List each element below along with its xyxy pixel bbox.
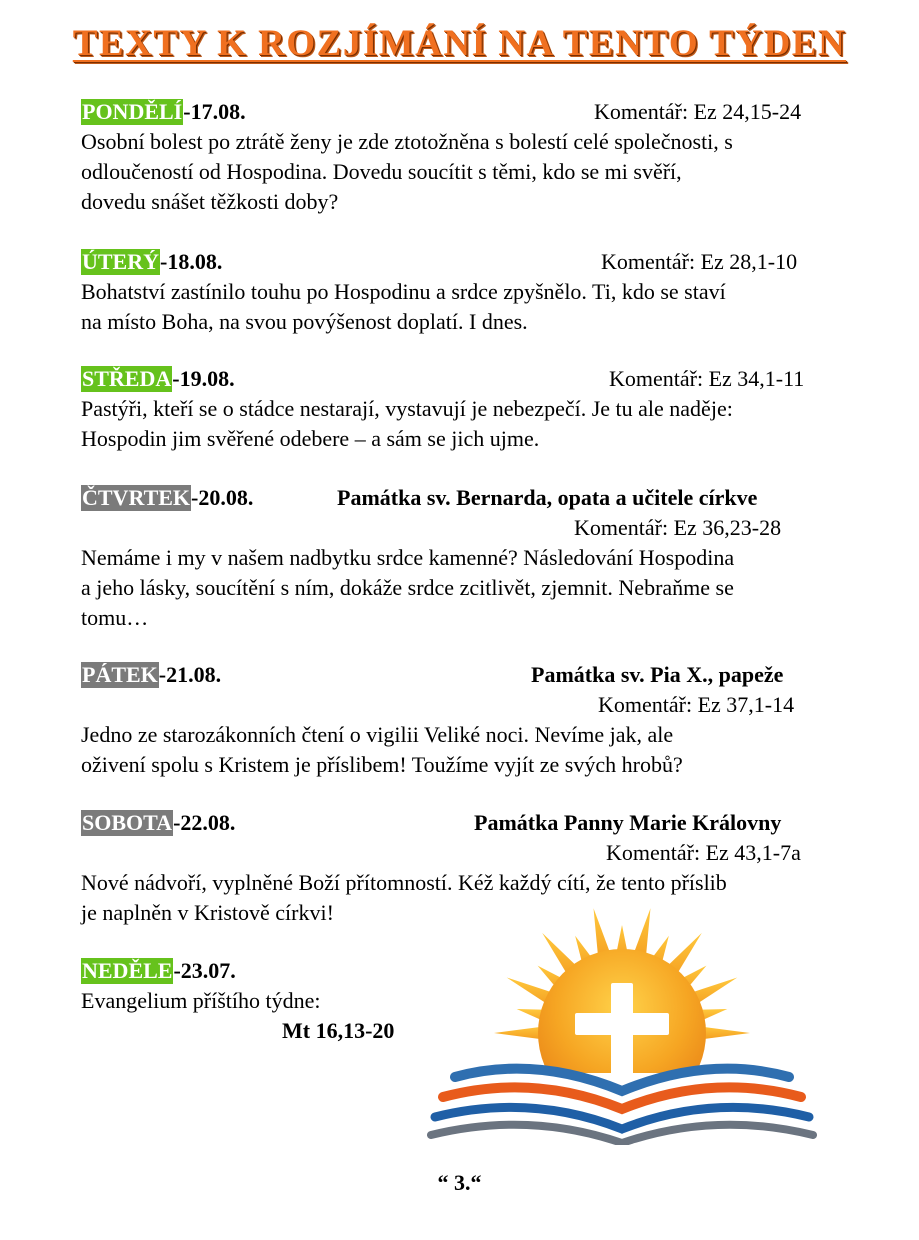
commentary-reference: Komentář: Ez 37,1-14: [598, 692, 795, 717]
day-label: SOBOTA: [82, 810, 173, 835]
day-text: Evangelium příštího týdne:: [81, 988, 321, 1013]
day-date: -17.08.: [183, 99, 246, 124]
commentary-row: [81, 513, 831, 543]
day-section-friday: [81, 660, 831, 780]
day-header: [81, 660, 831, 690]
commentary-reference: Komentář: Ez 36,23-28: [574, 515, 782, 540]
day-date: -23.07.: [173, 958, 236, 983]
day-date: -18.08.: [160, 249, 223, 274]
day-section-wednesday: [81, 364, 831, 454]
commentary-reference: Komentář: Ez 34,1-11: [609, 366, 805, 391]
day-label: ÚTERÝ: [82, 249, 160, 274]
gospel-reference: Mt 16,13-20: [282, 1018, 395, 1043]
day-text: Bohatství zastínilo touhu po Hospodinu a srdce zpyšnělo. Ti, kdo se staví na místo Boha, na svou povýšenost doplatí. I dnes.: [81, 279, 726, 334]
day-date: -19.08.: [172, 366, 235, 391]
commentary-reference: Komentář: Ez 43,1-7a: [606, 840, 801, 865]
commentary-row: [81, 690, 831, 720]
day-section-tuesday: [81, 247, 831, 337]
gospel-reference-row: [81, 1016, 421, 1046]
day-date: -22.08.: [173, 810, 236, 835]
day-text: Osobní bolest po ztrátě ženy je zde ztotožněna s bolestí celé společnosti, s odloučeností od Hospodina. Dovedu soucítit s těmi, kdo se mi svěří, dovedu snášet těžkosti doby?: [81, 129, 733, 214]
day-header: [81, 247, 831, 277]
day-text: Nové nádvoří, vyplněné Boží přítomností. Kéž každý cítí, že tento příslib je naplněn v Kristově církvi!: [81, 870, 727, 925]
day-label: ČTVRTEK: [82, 485, 191, 510]
day-date: -20.08.: [191, 485, 254, 510]
sun-cross-book-logo: [425, 905, 820, 1145]
day-label: NEDĚLE: [82, 958, 173, 983]
day-header: [81, 97, 831, 127]
memorial-title: Památka sv. Pia X., papeže: [531, 662, 784, 687]
day-header: [81, 956, 421, 986]
commentary-reference: Komentář: Ez 28,1-10: [601, 249, 798, 274]
page-number: “ 3.“: [437, 1170, 482, 1195]
day-text: Nemáme i my v našem nadbytku srdce kamenné? Následování Hospodina a jeho lásky, soucítění s ním, dokáže srdce zcitlivět, zjemnit. Nebraňme se tomu…: [81, 545, 735, 630]
day-header: [81, 364, 831, 394]
day-label: PONDĚLÍ: [82, 99, 183, 124]
day-text: Jedno ze starozákonních čtení o vigilii Veliké noci. Nevíme jak, ale oživení spolu s Kristem je příslibem! Toužíme vyjít ze svých hrobů?: [81, 722, 683, 777]
commentary-row: [81, 838, 831, 868]
day-header: [81, 483, 831, 513]
day-section-sunday: [81, 956, 421, 1046]
page-title: TEXTY K ROZJÍMÁNÍ NA TENTO TÝDEN: [72, 23, 847, 64]
day-text: Pastýři, kteří se o stádce nestarají, vystavují je nebezpečí. Je tu ale naděje: Hospodin jim svěřené odebere – a sám se jich ujme.: [81, 396, 733, 451]
day-section-monday: [81, 97, 831, 217]
day-label: PÁTEK: [82, 662, 158, 687]
commentary-reference: Komentář: Ez 24,15-24: [594, 99, 802, 124]
day-label: STŘEDA: [82, 366, 172, 391]
day-section-thursday: [81, 483, 831, 633]
day-date: -21.08.: [158, 662, 222, 687]
day-header: [81, 808, 831, 838]
memorial-title: Památka Panny Marie Královny: [474, 810, 782, 835]
memorial-title: Památka sv. Bernarda, opata a učitele církve: [337, 485, 758, 510]
